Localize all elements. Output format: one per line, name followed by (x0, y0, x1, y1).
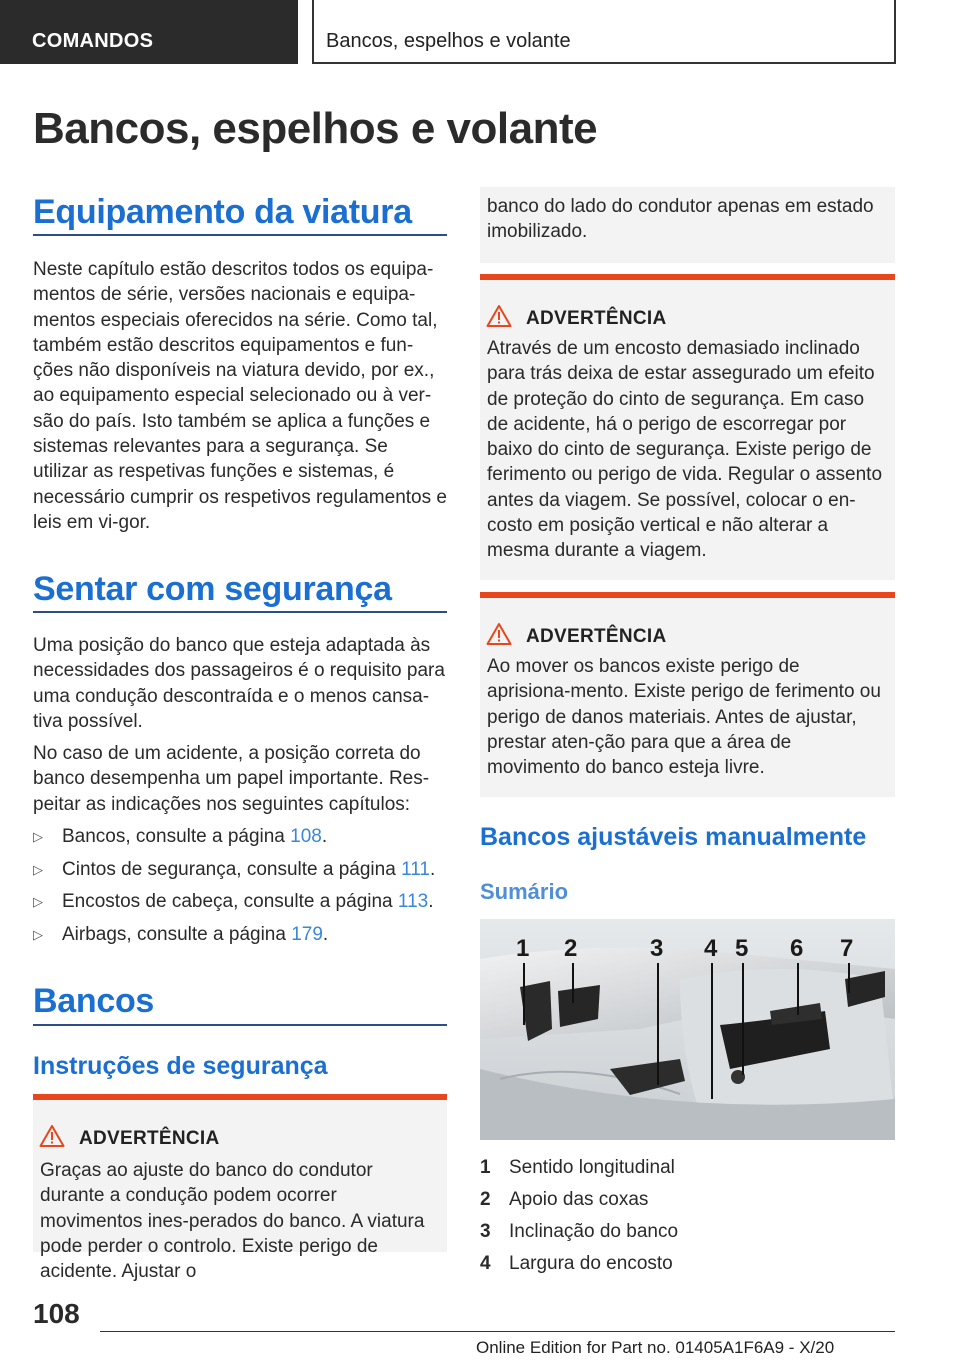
heading-rule (33, 611, 447, 613)
photo-callout: 5 (735, 935, 749, 962)
warning-text: Através de um encosto demasiado inclinado para trás deixa de estar assegurado um efeito de proteção do cinto de segurança. Em caso de acidente, há o perigo de escorregar por baixo do cinto de segurança. Existe perigo de ferimento ou perigo de vida. Regular o assento antes da viagem. Se possível, colocar o en-costo em posição vertical e não alterar a mesma durante a viagem. (487, 338, 883, 562)
triangle-right-icon: ▷ (33, 926, 43, 942)
warning-label: ADVERTÊNCIA (526, 626, 667, 647)
callout-line (711, 963, 713, 1099)
heading-rule (33, 234, 447, 236)
chapter-tab (0, 0, 298, 64)
warning-triangle-icon (39, 1124, 65, 1148)
section-tab (312, 0, 896, 64)
warning-text: Ao mover os bancos existe perigo de aprisiona-mento. Existe perigo de ferimento ou perigo de danos materiais. Antes de ajustar, prestar aten-ção para que a área de movimento do banco esteja livre. (487, 656, 881, 779)
chapter-label: COMANDOS (32, 30, 154, 52)
callout-line (848, 963, 850, 993)
heading-instrucoes: Instruções de segurança (33, 1052, 328, 1080)
callout-line (523, 963, 525, 1025)
seat-controls-photo (480, 919, 895, 1140)
paragraph-equipamento (33, 257, 447, 535)
photo-callout: 1 (516, 935, 530, 962)
legend-item: 3 Inclinação do banco (480, 1221, 679, 1242)
seat-illustration (480, 919, 895, 1140)
warning-text: banco do lado do condutor apenas em estado imobilizado. (487, 196, 874, 243)
legend-item: 2 Apoio das coxas (480, 1189, 649, 1210)
legend-item: 1 Sentido longitudinal (480, 1157, 675, 1178)
warning-box-1-continued (480, 187, 895, 263)
heading-sumario: Sumário (480, 879, 569, 904)
photo-callout: 3 (650, 935, 664, 962)
paragraph-text: No caso de um acidente, a posição correta do banco desempenha um papel importante. Res-peitar as indicações nos seguintes capítulos: (33, 743, 430, 815)
triangle-right-icon: ▷ (33, 829, 43, 844)
callout-line (742, 963, 744, 1075)
warning-triangle-icon (486, 622, 512, 646)
page-number: 108 (33, 1298, 80, 1329)
warning-label: ADVERTÊNCIA (526, 308, 667, 329)
heading-bancos: Bancos (33, 982, 155, 1020)
heading-equipamento: Equipamento da viatura (33, 193, 412, 231)
warning-triangle-icon (486, 304, 512, 328)
list-item: ▷ Cintos de segurança, consulte a página 111. (33, 858, 436, 880)
page-link[interactable]: 179 (291, 923, 323, 945)
heading-sentar: Sentar com segurança (33, 570, 392, 608)
photo-legend (480, 1152, 678, 1280)
photo-callout: 4 (704, 935, 718, 962)
page-title: Bancos, espelhos e volante (33, 104, 598, 153)
warning-box-1 (33, 1094, 447, 1283)
callout-line (797, 963, 799, 1015)
triangle-right-icon: ▷ (33, 861, 43, 877)
photo-callout: 6 (790, 935, 804, 962)
callout-line (572, 963, 574, 1003)
warning-label: ADVERTÊNCIA (79, 1128, 220, 1149)
footer-edition: Online Edition for Part no. 01405A1F6A9 - X/20 (476, 1338, 835, 1357)
warning-box-2 (480, 274, 895, 580)
page-link[interactable]: 108 (290, 826, 322, 847)
photo-callout: 7 (840, 935, 854, 962)
page-link[interactable]: 111 (401, 858, 430, 880)
footer-rule (100, 1331, 895, 1332)
legend-item: 4 Largura do encosto (480, 1253, 673, 1274)
list-item: ▷ Bancos, consulte a página 108. (33, 826, 328, 847)
page-link[interactable]: 113 (397, 891, 429, 912)
warning-box-3 (480, 592, 895, 797)
paragraph-text: Neste capítulo estão descritos todos os equipa-mentos de série, versões nacionais e equipa-mentos especiais oferecidos na série. Como tal, também estão descritos equipamentos e fun-ções não disponíveis na viatura devido, por ex., ao equipamento especial selecionado ou à ver-são do país. Isto também se aplica a funções e sistemas relevantes para a segurança. Se utilizar as respetivas funções e sistemas, é necessário cumprir os respetivos regulamentos e leis em vi-gor. (33, 259, 447, 533)
callout-line (657, 963, 659, 1085)
reference-list (33, 824, 447, 954)
heading-ajustaveis: Bancos ajustáveis manualmente (480, 823, 867, 851)
list-item: ▷ Airbags, consulte a página 179. (33, 923, 329, 945)
heading-rule (33, 1024, 447, 1026)
photo-callout: 2 (564, 935, 578, 962)
warning-text: Graças ao ajuste do banco do condutor durante a condução podem ocorrer movimentos ines-perados do banco. A viatura pode perder o controlo. Existe perigo de acidente. Ajustar o (40, 1160, 425, 1283)
paragraph-text: Uma posição do banco que esteja adaptada às necessidades dos passageiros é o requisito para uma condução descontraída e o menos cansa-tiva possível. (33, 635, 445, 732)
section-label: Bancos, espelhos e volante (326, 30, 571, 52)
paragraph-sentar-1 (33, 633, 447, 734)
list-item: ▷ Encostos de cabeça, consulte a página 113. (33, 891, 434, 912)
paragraph-sentar-2 (33, 741, 447, 817)
triangle-right-icon: ▷ (33, 894, 43, 909)
